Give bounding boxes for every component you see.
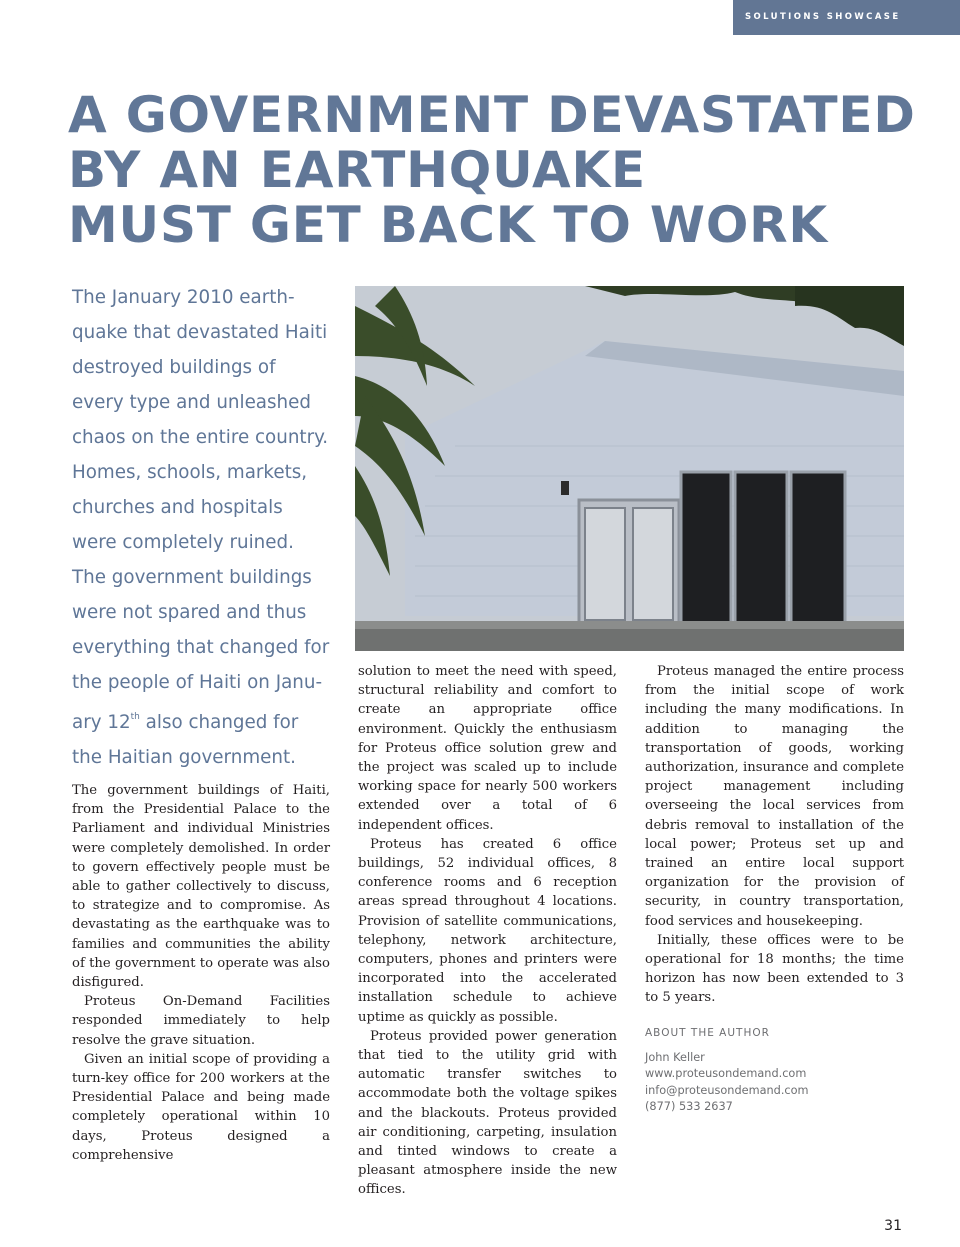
building-photo bbox=[355, 286, 904, 651]
body-paragraph: Given an initial scope of providing a turn-key office for 200 workers at the Presidential Palace and being made completely operational within 10 days, Proteus designed a comprehensive bbox=[72, 1051, 330, 1163]
body-paragraph: Proteus provided power generation that tied to the utility grid with automatic transfer switches to accommodate both the voltage spikes and the blackouts. Proteus provided air conditioning, carpeting, insulation and tinted windows to create a pleasant atmosphere inside the new offices. bbox=[358, 1028, 617, 1198]
body-column-1 bbox=[72, 781, 330, 1165]
body-paragraph: Proteus has created 6 office buildings, 52 individual offices, 8 conference rooms and 6 reception areas spread throughout 4 locations. Provision of satellite communications, telephony, network architecture, computers, phones and printers were incorporated into the accelerated installation schedule to achieve uptime as quickly as possible. bbox=[358, 836, 617, 1025]
intro-line: The January 2010 earth- bbox=[72, 287, 295, 308]
intro-line: everything that changed for bbox=[72, 637, 330, 658]
author-email[interactable]: info@proteusondemand.com bbox=[645, 1083, 809, 1097]
intro-line: destroyed buildings of bbox=[72, 357, 276, 378]
headline-line-1: A GOVERNMENT DEVASTATED bbox=[68, 86, 916, 144]
intro-date: ary 12 bbox=[72, 712, 131, 733]
body-column-2 bbox=[358, 662, 617, 1200]
page-number: 31 bbox=[884, 1218, 902, 1234]
headline-line-2: BY AN EARTHQUAKE bbox=[68, 141, 646, 199]
body-paragraph: Initially, these offices were to be operational for 18 months; the time horizon has now been extended to 3 to 5 years. bbox=[645, 932, 904, 1006]
intro-date-rest: also changed for bbox=[139, 712, 299, 733]
body-column-3 bbox=[645, 662, 904, 1116]
intro-line: the Haitian government. bbox=[72, 747, 296, 768]
intro-paragraph bbox=[72, 280, 344, 775]
door-left bbox=[585, 508, 625, 620]
intro-date-line bbox=[72, 700, 344, 740]
door-right bbox=[633, 508, 673, 620]
body-paragraph: Proteus managed the entire process from the initial scope of work including the many modifications. In addition to managing the transportation of goods, working authorization, insurance and complete project management including overseeing the local services from debris removal to installation of the local power; Proteus set up and trained an entire local support organization for the provision of security, in country transportation, food services and housekeeping. bbox=[645, 664, 904, 929]
author-phone: (877) 533 2637 bbox=[645, 1100, 733, 1114]
window-2 bbox=[735, 472, 787, 626]
intro-line: the people of Haiti on Janu- bbox=[72, 672, 323, 693]
author-name: John Keller bbox=[645, 1050, 705, 1064]
photo-illustration bbox=[355, 286, 904, 651]
body-paragraph: Proteus On-Demand Facilities responded immediately to help resolve the grave situation. bbox=[72, 994, 330, 1048]
article-headline bbox=[68, 88, 938, 253]
intro-line: were not spared and thus bbox=[72, 602, 307, 623]
intro-line: quake that devastated Haiti bbox=[72, 322, 328, 343]
author-heading: ABOUT THE AUTHOR bbox=[645, 1026, 770, 1039]
intro-line: chaos on the entire country. bbox=[72, 427, 329, 448]
body-paragraph: solution to meet the need with speed, structural reliability and comfort to create an appropriate office environment. Quickly the enthusiasm for Proteus office solution grew and the project was scaled up to include working space for nearly 500 workers extended over a total of 6 independent offices. bbox=[358, 664, 617, 833]
intro-line: every type and unleashed bbox=[72, 392, 311, 413]
window-3 bbox=[791, 472, 845, 626]
intro-date-suffix: th bbox=[130, 712, 140, 722]
author-website[interactable]: www.proteusondemand.com bbox=[645, 1067, 807, 1081]
intro-line: Homes, schools, markets, bbox=[72, 462, 308, 483]
intro-line: The government buildings bbox=[72, 567, 312, 588]
author-block bbox=[645, 1026, 904, 1116]
foreground-shadow bbox=[355, 629, 904, 651]
intro-line: churches and hospitals bbox=[72, 497, 283, 518]
intro-line: were completely ruined. bbox=[72, 532, 294, 553]
section-label: SOLUTIONS SHOWCASE bbox=[733, 0, 960, 35]
headline-line-3: MUST GET BACK TO WORK bbox=[68, 196, 828, 254]
body-paragraph: The government buildings of Haiti, from the Presidential Palace to the Parliament and individual Ministries were completely demolished. In order to govern effectively people must be able to gather collectively to discuss, to strategize and to compromise. As devastating as the earthquake was to families and communities the ability of the government to operate was also disfigured. bbox=[72, 783, 330, 991]
wall-lamp bbox=[561, 481, 569, 495]
window-1 bbox=[681, 472, 731, 626]
